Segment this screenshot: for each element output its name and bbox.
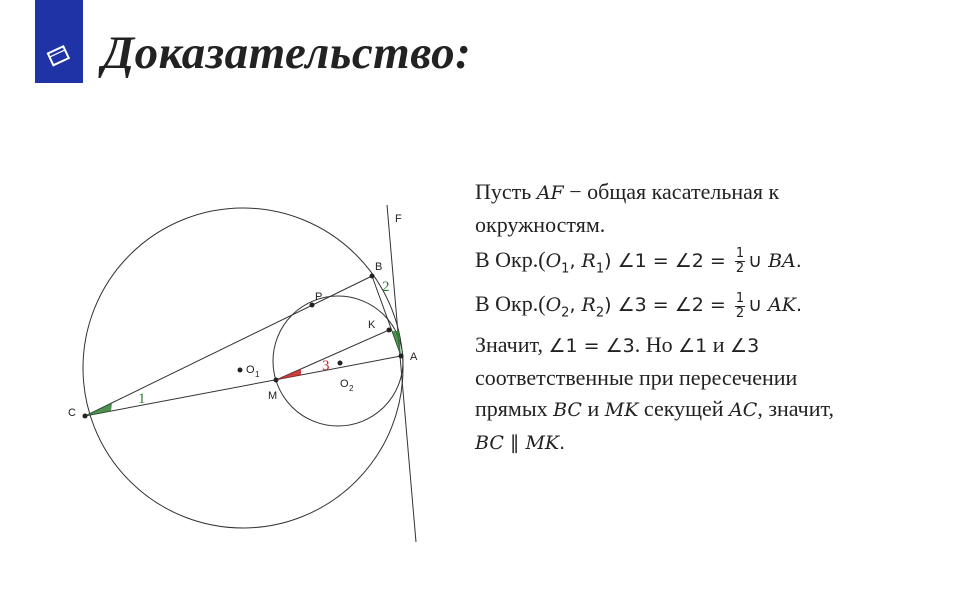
angle-2-number: 2 [382, 279, 390, 295]
label-o1: O [246, 364, 255, 376]
label-o2-sub: 2 [349, 384, 354, 393]
label-m: M [268, 390, 278, 402]
label-c: C [68, 407, 76, 419]
circle-o2 [273, 296, 403, 426]
proof-line-1: Пусть AF − общая касательная к [475, 179, 780, 204]
label-a: A [410, 351, 418, 363]
proof-line-7: прямых BC и MK секущей AC, значит, [475, 395, 834, 421]
proof-text [475, 176, 935, 459]
point-o1 [238, 368, 243, 373]
angle-3-number: 3 [322, 358, 330, 374]
label-k: K [368, 319, 376, 331]
point-c [83, 414, 88, 419]
page-title: Доказательство: [102, 27, 472, 79]
circle-o1 [83, 208, 403, 528]
label-f: F [395, 213, 402, 225]
point-a [399, 354, 404, 359]
segment-ca [85, 356, 401, 416]
point-m [274, 378, 279, 383]
proof-line-5: Значит, ∠1 = ∠3. Но ∠1 и ∠3 [475, 331, 760, 357]
label-b: B [375, 261, 383, 273]
label-o2: O [340, 378, 349, 390]
segment-mk [276, 330, 389, 380]
segment-cb [85, 276, 372, 416]
point-b [370, 274, 375, 279]
proof-line-4: В $Окр.(O_2$, $R_2$) ∠3 = ∠2 = $\frac{1}{2}$ ∪ AK. [475, 290, 803, 321]
label-o1-sub: 1 [255, 370, 260, 379]
point-o2 [338, 361, 343, 366]
fraction-half: $\frac{1}{2}$ [735, 290, 745, 321]
proof-line-2: окружностям. [475, 212, 606, 237]
fraction-half: $\frac{1}{2}$ [735, 246, 745, 277]
point-p [310, 303, 315, 308]
proof-line-3: В $Окр.(O_1$, $R_1$) ∠1 = ∠2 = $\frac{1}{2}$ ∪ BA. [475, 246, 802, 277]
proof-line-8: BC ∥ MK. [475, 431, 566, 454]
proof-line-6: соответственные при пересечении [475, 364, 798, 390]
angle-1-number: 1 [138, 391, 146, 407]
point-k [387, 328, 392, 333]
label-p: P [315, 291, 323, 303]
